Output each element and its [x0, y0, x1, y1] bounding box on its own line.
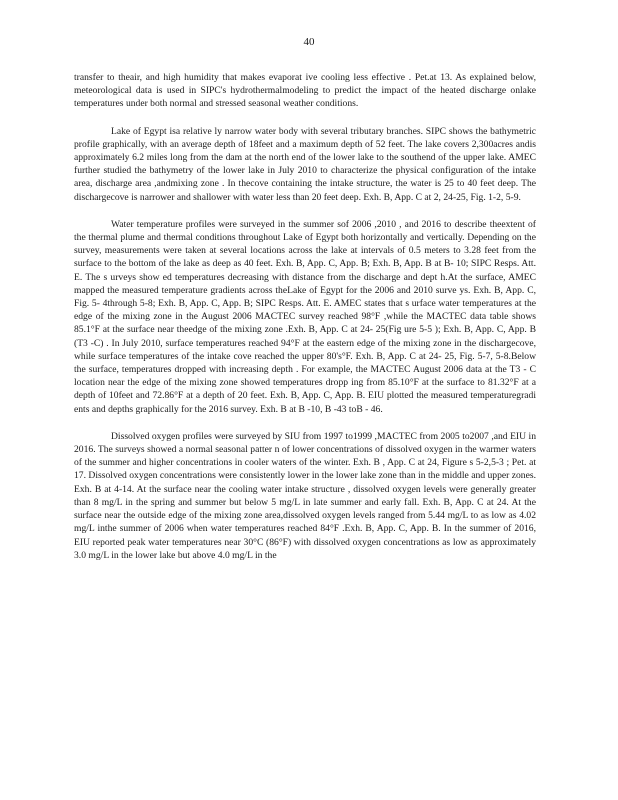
paragraph-water-temperature: Water temperature profiles were surveyed in the summer sof 2006 ,2010 , and 2016 to describe theextent of the thermal plume and thermal conditions throughout Lake of Egypt both horizontally and vertically. Depending on the survey, measurements were taken at several locations across the lake at intervals of 0.5 meters to 3.28 feet from the surface to the bottom of the lake as deep as 40 feet. Exh. B, App. C, App. B; Exh. B, App. B at B- 10; SIPC Resps. Att. E. The s urveys show ed temperatures decreasing with distance from the discharge and dept h.At the surface, AMEC mapped the measured temperature gradients across theLake of Egypt for the 2006 and 2010 surve ys. Exh. B, App. C, Fig. 5- 4through 5-8; Exh. B, App. C, App. B; SIPC Resps. Att. E. AMEC states that s urface water temperatures at the edge of the mixing zone in the August 2006 MACTEC survey reached 98°F ,while the MACTEC data table shows 85.1°F at the surface near theedge of the mixing zone .Exh. B, App. C at 24- 25(Fig ure 5-5 ); Exh. B, App. C, App. B (T3 -C) . In July 2010, surface temperatures reached 94°F at the eastern edge of the mixing zone in the dischargecove, while surface temperatures of the intake cove reached the upper 80's°F. Exh. B, App. C at 24- 25, Fig. 5-7, 5-8.Below the surface, temperatures dropped with increasing depth . For example, the MACTEC August 2006 data at the T3 - C location near the edge of the mixing zone showed temperatures dropp ing from 85.10°F at the surface to 81.32°F at a depth of 10feet and 72.86°F at a depth of 20 feet. Exh. B, App. C, App. B. EIU plotted the measured temperaturegradi ents and depths graphically for the 2016 survey. Exh. B at B -10, B -43 toB - 46. [74, 218, 536, 415]
paragraph-dissolved-oxygen: Dissolved oxygen profiles were surveyed by SIU from 1997 to1999 ,MACTEC from 2005 to2007 ,and EIU in 2016. The surveys showed a normal seasonal patter n of lower concentrations of dissolved oxygen in the warmer waters of the summer and higher concentrations in cooler waters of the winter. Exh. B , App. C at 24, Figure s 5-2,5-3 ; Pet. at 17. Dissolved oxygen concentrations were consistently lower in the lower lake zone than in the middle and upper zones. Exh. B at 4-14. At the surface near the cooling water intake structure , dissolved oxygen levels were generally greater than 8 mg/L in the spring and summer but below 5 mg/L in late summer and early fall. Exh. B, App. C at 24. At the surface near the outside edge of the mixing zone area,dissolved oxygen levels ranged from 5.44 mg/L to as low as 4.02 mg/L inthe summer of 2006 when water temperatures reached 84°F .Exh. B, App. C, App. B. In the summer of 2016, EIU reported peak water temperatures near 30°C (86°F) with dissolved oxygen concentrations as low as approximately 3.0 mg/L in the lower lake but above 4.0 mg/L in the [74, 430, 536, 561]
body-text [74, 71, 536, 576]
page-number: 40 [303, 36, 315, 48]
paragraph-bathymetry: Lake of Egypt isa relative ly narrow water body with several tributary branches. SIPC shows the bathymetric profile graphically, with an average depth of 18feet and a maximum depth of 52 feet. The lake covers 2,300acres andis approximately 6.2 miles long from the dam at the north end of the lower lake to the southend of the upper lake. AMEC further studied the bathymetry of the lower lake in July 2010 to characterize the physical configuration of the intake area, discharge area ,andmixing zone . In thecove containing the intake structure, the water is 25 to 40 feet deep. The dischargecove is narrower and shallower with water less than 20 feet deep. Exh. B, App. C at 2, 24-25, Fig. 1-2, 5-9. [74, 125, 536, 203]
paragraph-continuation: transfer to theair, and high humidity that makes evaporat ive cooling less effective . Pet.at 13. As explained below, meteorological data is used in SIPC's hydrothermalmodeling to predict the impact of the heated discharge onlake temperatures under both normal and stressed seasonal weather conditions. [74, 72, 536, 110]
